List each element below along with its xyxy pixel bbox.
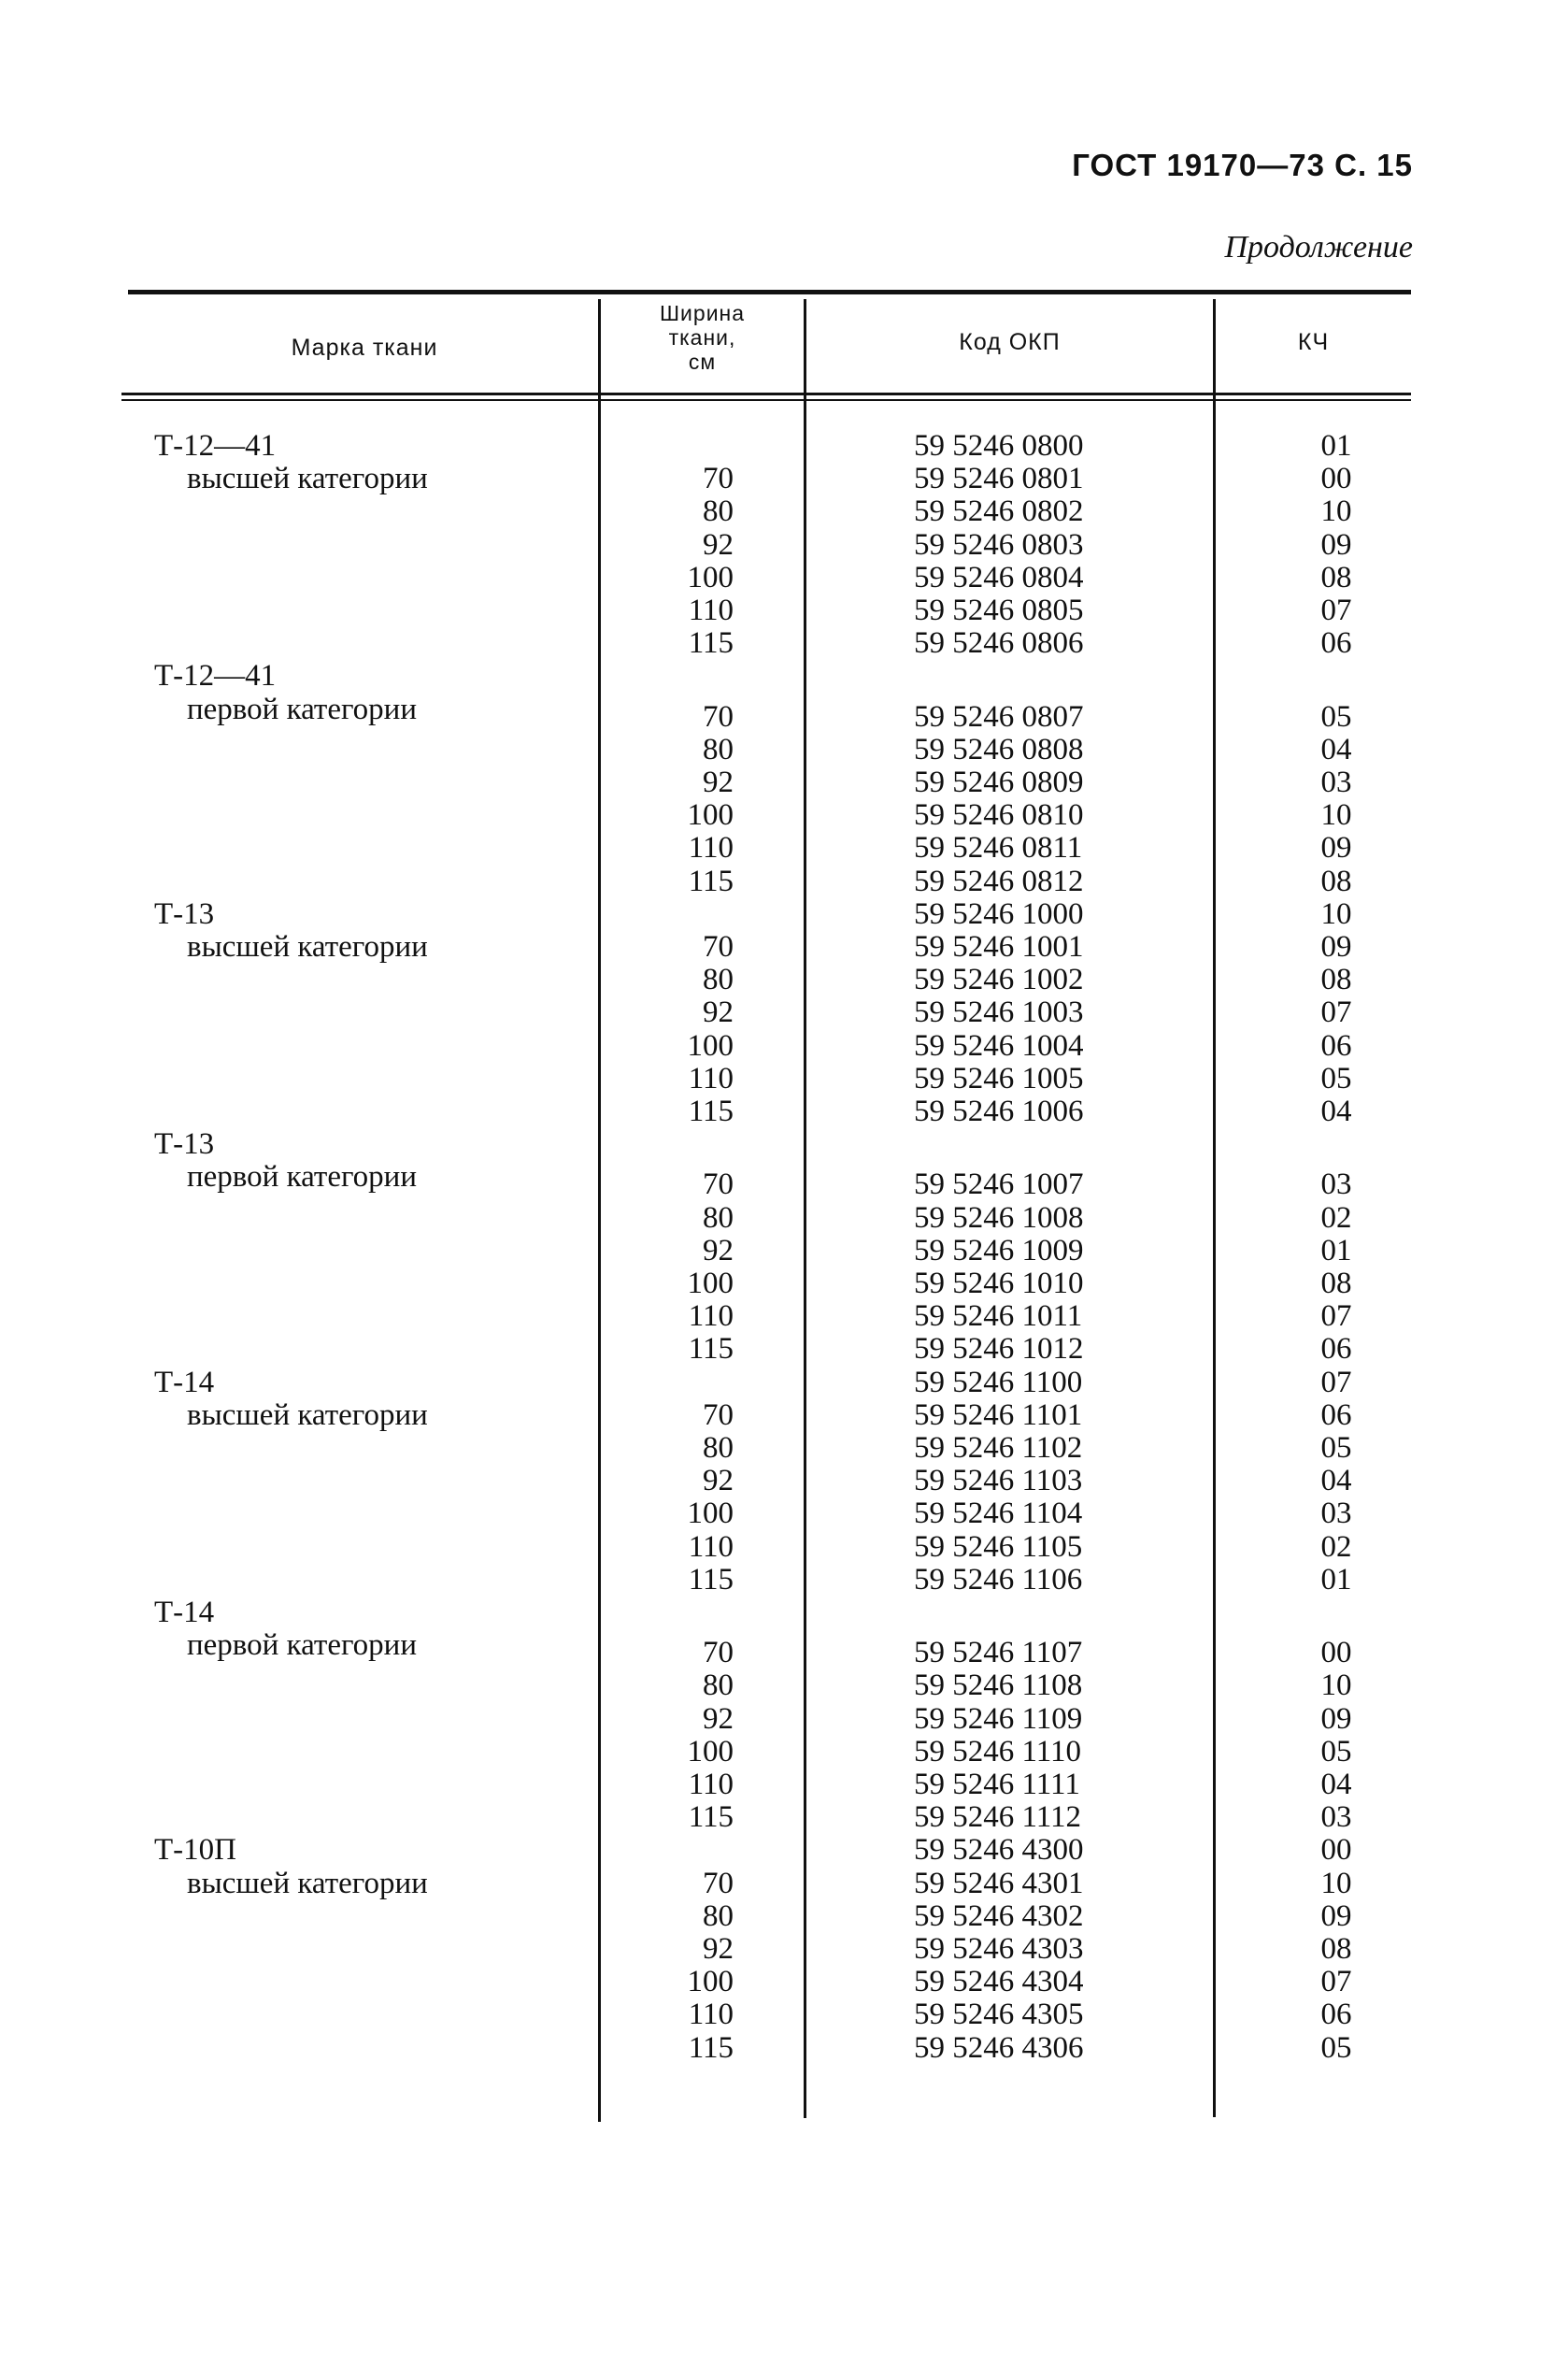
fabric-width: 70 — [703, 1397, 734, 1432]
okp-code: 59 5246 1105 — [914, 1529, 1083, 1564]
fabric-width: 92 — [703, 766, 734, 799]
fabric-width: 70 — [703, 1636, 734, 1670]
column-divider-2 — [804, 299, 806, 2118]
okp-code: 59 5246 0812 — [914, 864, 1084, 898]
kch-value: 06 — [1320, 1028, 1352, 1063]
kch-value: 02 — [1320, 1529, 1352, 1564]
okp-code: 59 5246 4303 — [914, 1932, 1084, 1966]
okp-code: 59 5246 1002 — [914, 963, 1084, 997]
fabric-category: первой категории — [187, 1160, 418, 1195]
okp-code: 59 5246 1103 — [914, 1464, 1083, 1498]
document-reference: ГОСТ 19170—73 С. 15 — [1072, 148, 1413, 182]
fabric-width: 80 — [703, 494, 734, 529]
okp-code: 59 5246 0808 — [914, 732, 1084, 766]
kch-value: 00 — [1320, 1636, 1352, 1670]
okp-code: 59 5246 1005 — [914, 1061, 1084, 1096]
column-header-width-line-1: Ширина — [659, 301, 746, 325]
okp-code: 59 5246 1012 — [914, 1332, 1084, 1367]
kch-value: 10 — [1320, 1866, 1352, 1900]
okp-code: 59 5246 1003 — [914, 995, 1084, 1030]
kch-value: 00 — [1320, 1833, 1352, 1868]
kch-value: 05 — [1320, 1734, 1352, 1769]
fabric-width: 110 — [688, 1299, 734, 1334]
kch-value: 03 — [1320, 766, 1352, 799]
kch-value: 07 — [1320, 1365, 1352, 1399]
kch-value: 03 — [1320, 1800, 1352, 1835]
kch-value: 10 — [1320, 1668, 1352, 1703]
fabric-width: 100 — [687, 560, 734, 594]
fabric-name: Т-10П — [154, 1833, 236, 1868]
fabric-category: первой категории — [187, 1628, 418, 1663]
kch-value: 08 — [1320, 963, 1352, 997]
fabric-width: 115 — [688, 864, 734, 898]
fabric-category: высшей категории — [187, 1397, 428, 1432]
column-header-width-line-2: ткани, — [668, 325, 736, 350]
fabric-width: 110 — [688, 1529, 734, 1564]
kch-value: 07 — [1320, 594, 1352, 627]
okp-code: 59 5246 1110 — [914, 1734, 1082, 1769]
kch-value: 09 — [1320, 527, 1352, 562]
fabric-width: 110 — [688, 1768, 734, 1801]
kch-value: 04 — [1320, 1768, 1352, 1801]
okp-code: 59 5246 1107 — [914, 1636, 1083, 1670]
okp-code: 59 5246 4304 — [914, 1965, 1084, 1999]
fabric-width: 100 — [687, 798, 734, 833]
fabric-width: 92 — [703, 527, 734, 562]
fabric-width: 80 — [703, 963, 734, 997]
kch-value: 09 — [1320, 930, 1352, 964]
kch-value: 09 — [1320, 1701, 1352, 1736]
fabric-width: 100 — [687, 1028, 734, 1063]
fabric-width: 80 — [703, 1898, 734, 1933]
okp-code: 59 5246 4300 — [914, 1833, 1084, 1868]
okp-code: 59 5246 1007 — [914, 1167, 1084, 1202]
column-header-width — [601, 301, 804, 374]
kch-value: 01 — [1320, 1233, 1352, 1267]
fabric-category: высшей категории — [187, 930, 428, 964]
okp-code: 59 5246 1001 — [914, 930, 1084, 964]
kch-value: 10 — [1320, 896, 1352, 931]
kch-value: 07 — [1320, 995, 1352, 1030]
okp-code: 59 5246 1008 — [914, 1200, 1084, 1235]
okp-code: 59 5246 1109 — [914, 1701, 1083, 1736]
fabric-width: 115 — [688, 626, 734, 661]
okp-code: 59 5246 0803 — [914, 527, 1084, 562]
kch-value: 04 — [1320, 1464, 1352, 1498]
header-bottom-rule-2 — [121, 399, 1411, 401]
fabric-category: высшей категории — [187, 1866, 428, 1900]
okp-code: 59 5246 0810 — [914, 798, 1084, 833]
kch-value: 07 — [1320, 1965, 1352, 1999]
fabric-name: Т-14 — [154, 1596, 215, 1629]
fabric-width: 80 — [703, 1668, 734, 1703]
column-header-width-line-3: см — [688, 350, 717, 374]
fabric-width: 100 — [687, 1734, 734, 1769]
okp-code: 59 5246 1102 — [914, 1431, 1083, 1465]
okp-code: 59 5246 4301 — [914, 1866, 1084, 1900]
kch-value: 01 — [1320, 1562, 1352, 1597]
okp-code: 59 5246 4305 — [914, 1998, 1084, 2032]
fabric-width: 115 — [688, 1095, 734, 1128]
fabric-category: первой категории — [187, 692, 418, 726]
fabric-width: 100 — [687, 1497, 734, 1531]
okp-code: 59 5246 1108 — [914, 1668, 1083, 1703]
fabric-width: 92 — [703, 1701, 734, 1736]
fabric-width: 92 — [703, 1233, 734, 1267]
kch-value: 05 — [1320, 699, 1352, 734]
fabric-width: 92 — [703, 1464, 734, 1498]
okp-code: 59 5246 1112 — [914, 1800, 1082, 1835]
okp-code: 59 5246 0801 — [914, 462, 1084, 496]
fabric-width: 80 — [703, 732, 734, 766]
fabric-width: 70 — [703, 1866, 734, 1900]
kch-value: 03 — [1320, 1497, 1352, 1531]
fabric-width: 115 — [688, 1332, 734, 1367]
fabric-width: 110 — [688, 1061, 734, 1096]
okp-code: 59 5246 1000 — [914, 896, 1084, 931]
column-divider-3 — [1213, 299, 1216, 2117]
fabric-width: 80 — [703, 1431, 734, 1465]
kch-value: 00 — [1320, 462, 1352, 496]
fabric-width: 92 — [703, 995, 734, 1030]
okp-code: 59 5246 0805 — [914, 594, 1084, 627]
table-top-rule — [128, 290, 1411, 294]
kch-value: 08 — [1320, 1932, 1352, 1966]
kch-value: 09 — [1320, 831, 1352, 866]
fabric-name: Т-13 — [154, 896, 215, 931]
fabric-width: 100 — [687, 1267, 734, 1300]
fabric-width: 110 — [688, 594, 734, 627]
kch-value: 05 — [1320, 1431, 1352, 1465]
okp-code: 59 5246 4302 — [914, 1898, 1084, 1933]
okp-code: 59 5246 0807 — [914, 699, 1084, 734]
kch-value: 10 — [1320, 798, 1352, 833]
okp-code: 59 5246 1006 — [914, 1095, 1084, 1128]
column-header-fabric: Марка ткани — [291, 335, 438, 361]
kch-value: 08 — [1320, 864, 1352, 898]
okp-code: 59 5246 0809 — [914, 766, 1084, 799]
okp-code: 59 5246 1009 — [914, 1233, 1084, 1267]
fabric-name: Т-12—41 — [154, 659, 277, 694]
fabric-name: Т-13 — [154, 1127, 215, 1162]
kch-value: 01 — [1320, 429, 1352, 463]
kch-value: 07 — [1320, 1299, 1352, 1334]
fabric-width: 115 — [688, 2030, 734, 2065]
fabric-width: 115 — [688, 1562, 734, 1597]
kch-value: 02 — [1320, 1200, 1352, 1235]
kch-value: 09 — [1320, 1898, 1352, 1933]
okp-code: 59 5246 0806 — [914, 626, 1084, 661]
kch-value: 06 — [1320, 1998, 1352, 2032]
fabric-name: Т-12—41 — [154, 429, 277, 463]
kch-value: 06 — [1320, 1332, 1352, 1367]
fabric-width: 92 — [703, 1932, 734, 1966]
fabric-width: 110 — [688, 831, 734, 866]
kch-value: 05 — [1320, 2030, 1352, 2065]
column-divider-1 — [598, 299, 601, 2122]
fabric-width: 100 — [687, 1965, 734, 1999]
okp-code: 59 5246 1101 — [914, 1397, 1083, 1432]
kch-value: 04 — [1320, 732, 1352, 766]
kch-value: 04 — [1320, 1095, 1352, 1128]
continuation-label: Продолжение — [1224, 230, 1413, 265]
okp-code: 59 5246 1011 — [914, 1299, 1083, 1334]
okp-code: 59 5246 1010 — [914, 1267, 1084, 1300]
fabric-width: 70 — [703, 462, 734, 496]
okp-code: 59 5246 1104 — [914, 1497, 1083, 1531]
kch-value: 08 — [1320, 560, 1352, 594]
fabric-width: 70 — [703, 930, 734, 964]
okp-code: 59 5246 4306 — [914, 2030, 1084, 2065]
fabric-width: 80 — [703, 1200, 734, 1235]
kch-value: 03 — [1320, 1167, 1352, 1202]
kch-value: 10 — [1320, 494, 1352, 529]
kch-value: 08 — [1320, 1267, 1352, 1300]
fabric-name: Т-14 — [154, 1365, 215, 1399]
okp-code: 59 5246 1004 — [914, 1028, 1084, 1063]
fabric-category: высшей категории — [187, 462, 428, 496]
okp-code: 59 5246 1100 — [914, 1365, 1083, 1399]
column-header-code: Код ОКП — [959, 329, 1061, 355]
okp-code: 59 5246 0804 — [914, 560, 1084, 594]
fabric-width: 110 — [688, 1998, 734, 2032]
okp-code: 59 5246 0800 — [914, 429, 1084, 463]
kch-value: 06 — [1320, 626, 1352, 661]
okp-code: 59 5246 0811 — [914, 831, 1083, 866]
okp-code: 59 5246 0802 — [914, 494, 1084, 529]
fabric-width: 70 — [703, 1167, 734, 1202]
fabric-width: 70 — [703, 699, 734, 734]
column-header-kch: КЧ — [1297, 329, 1330, 355]
fabric-width: 115 — [688, 1800, 734, 1835]
kch-value: 05 — [1320, 1061, 1352, 1096]
okp-code: 59 5246 1106 — [914, 1562, 1083, 1597]
kch-value: 06 — [1320, 1397, 1352, 1432]
header-bottom-rule-1 — [121, 393, 1411, 395]
okp-code: 59 5246 1111 — [914, 1768, 1080, 1801]
